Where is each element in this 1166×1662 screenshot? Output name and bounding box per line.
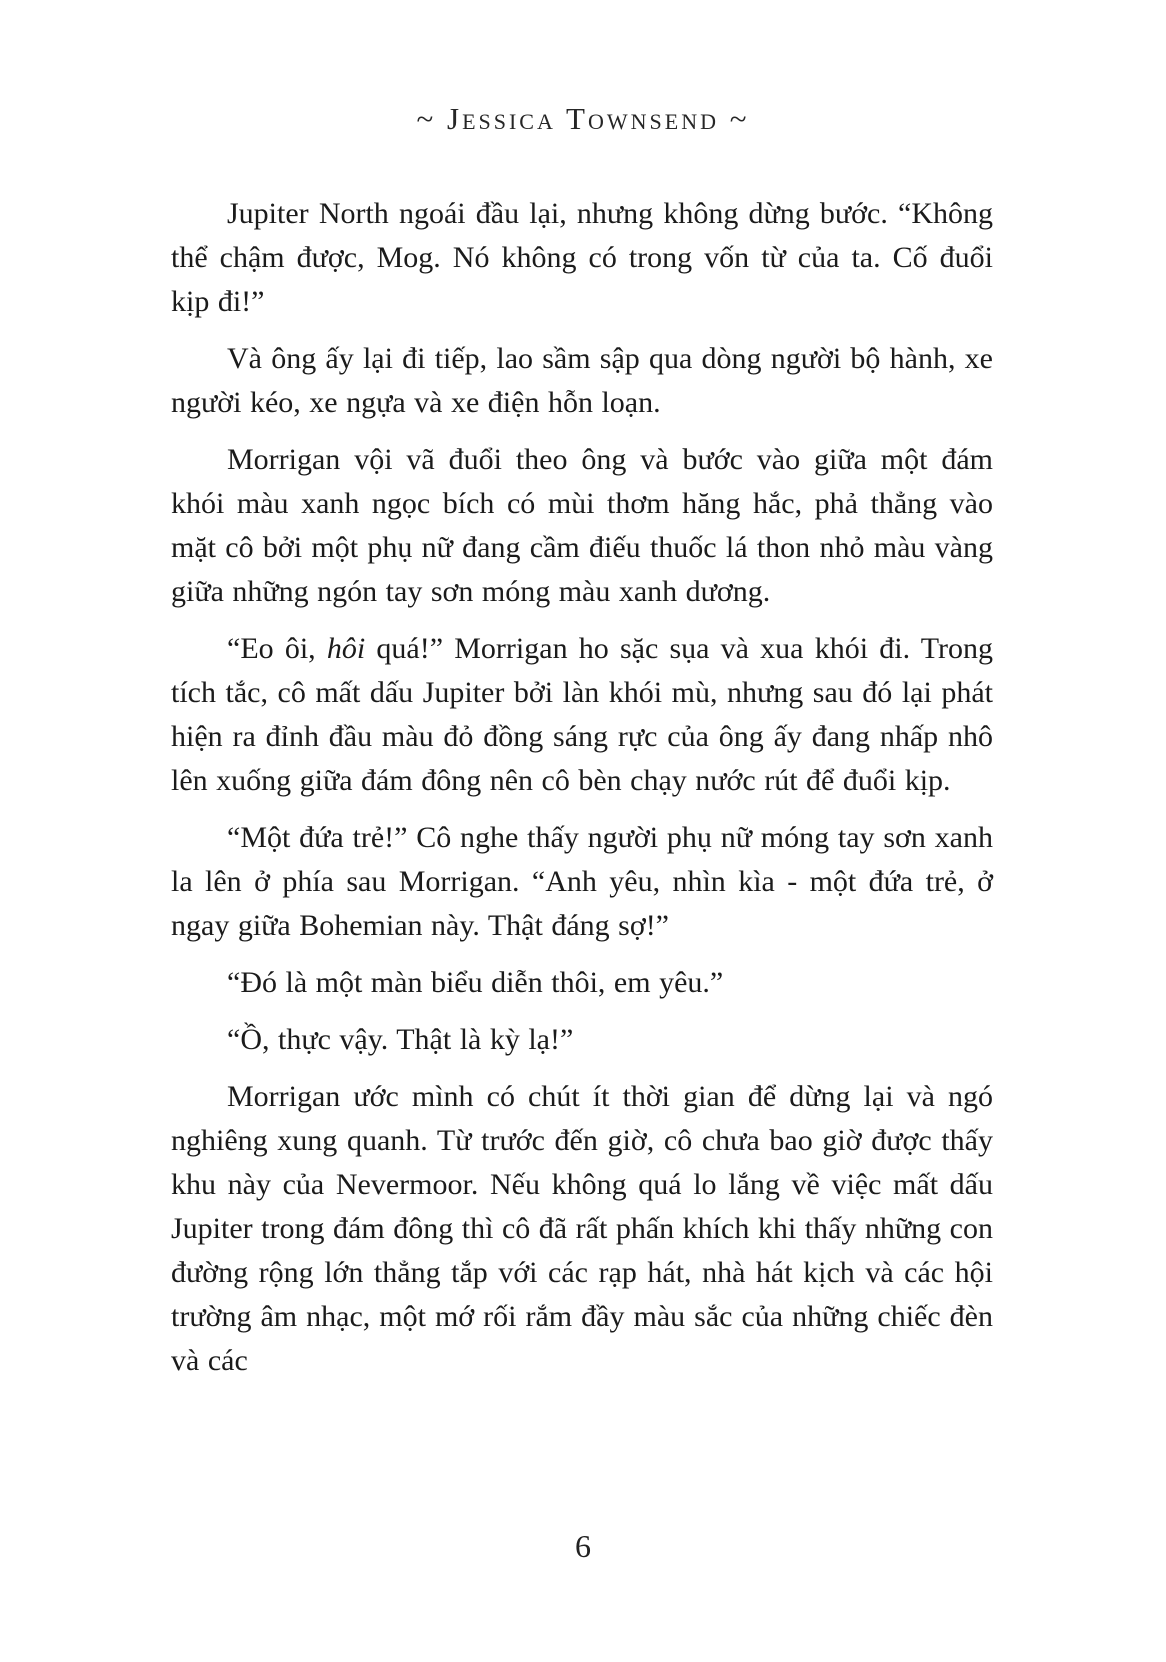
paragraph-2: Và ông ấy lại đi tiếp, lao sầm sập qua dòng người bộ hành, xe người kéo, xe ngựa và xe điện hỗn loạn. bbox=[171, 342, 993, 419]
paragraph-5: “Một đứa trẻ!” Cô nghe thấy người phụ nữ móng tay sơn xanh la lên ở phía sau Morrigan. “Anh yêu, nhìn kìa - một đứa trẻ, ở ngay giữa Bohemian này. Thật đáng sợ!” bbox=[171, 821, 993, 942]
paragraph-7: “Ồ, thực vậy. Thật là kỳ lạ!” bbox=[227, 1023, 574, 1056]
paragraph-8: Morrigan ước mình có chút ít thời gian để dừng lại và ngó nghiêng xung quanh. Từ trước đến giờ, cô chưa bao giờ được thấy khu này của Nevermoor. Nếu không quá lo lắng về việc mất dấu Jupiter trong đám đông thì cô đã rất phấn khích khi thấy những con đường rộng lớn thẳng tắp với các rạp hát, nhà hát kịch và các hội trường âm nhạc, một mớ rối rắm đầy màu sắc của những chiếc đèn và các bbox=[171, 1080, 993, 1377]
paragraph-4-post: quá!” Morrigan ho sặc sụa và xua khói đi. Trong tích tắc, cô mất dấu Jupiter bởi làn khói mù, nhưng sau đó lại phát hiện ra đỉnh đầu màu đỏ đồng sáng rực của ông ấy đang nhấp nhô lên xuống giữa đám đông nên cô bèn chạy nước rút để đuổi kịp. bbox=[171, 632, 993, 797]
page-number: 6 bbox=[575, 1528, 591, 1564]
body-text-block bbox=[171, 192, 993, 1396]
paragraph-4 bbox=[171, 627, 993, 803]
paragraph-6: “Đó là một màn biểu diễn thôi, em yêu.” bbox=[227, 966, 724, 999]
paragraph-4-italic-word: hôi bbox=[326, 632, 366, 665]
paragraph-1: Jupiter North ngoái đầu lại, nhưng không dừng bước. “Không thể chậm được, Mog. Nó không có trong vốn từ của ta. Cố đuổi kịp đi!” bbox=[171, 197, 993, 318]
paragraph-3: Morrigan vội vã đuổi theo ông và bước vào giữa một đám khói màu xanh ngọc bích có mùi thơm hăng hắc, phả thẳng vào mặt cô bởi một phụ nữ đang cầm điếu thuốc lá thon nhỏ màu vàng giữa những ngón tay sơn móng màu xanh dương. bbox=[171, 443, 993, 608]
running-head-author: ~ Jessica Townsend ~ bbox=[416, 101, 750, 136]
paragraph-4-pre: “Eo ôi, bbox=[227, 632, 327, 665]
